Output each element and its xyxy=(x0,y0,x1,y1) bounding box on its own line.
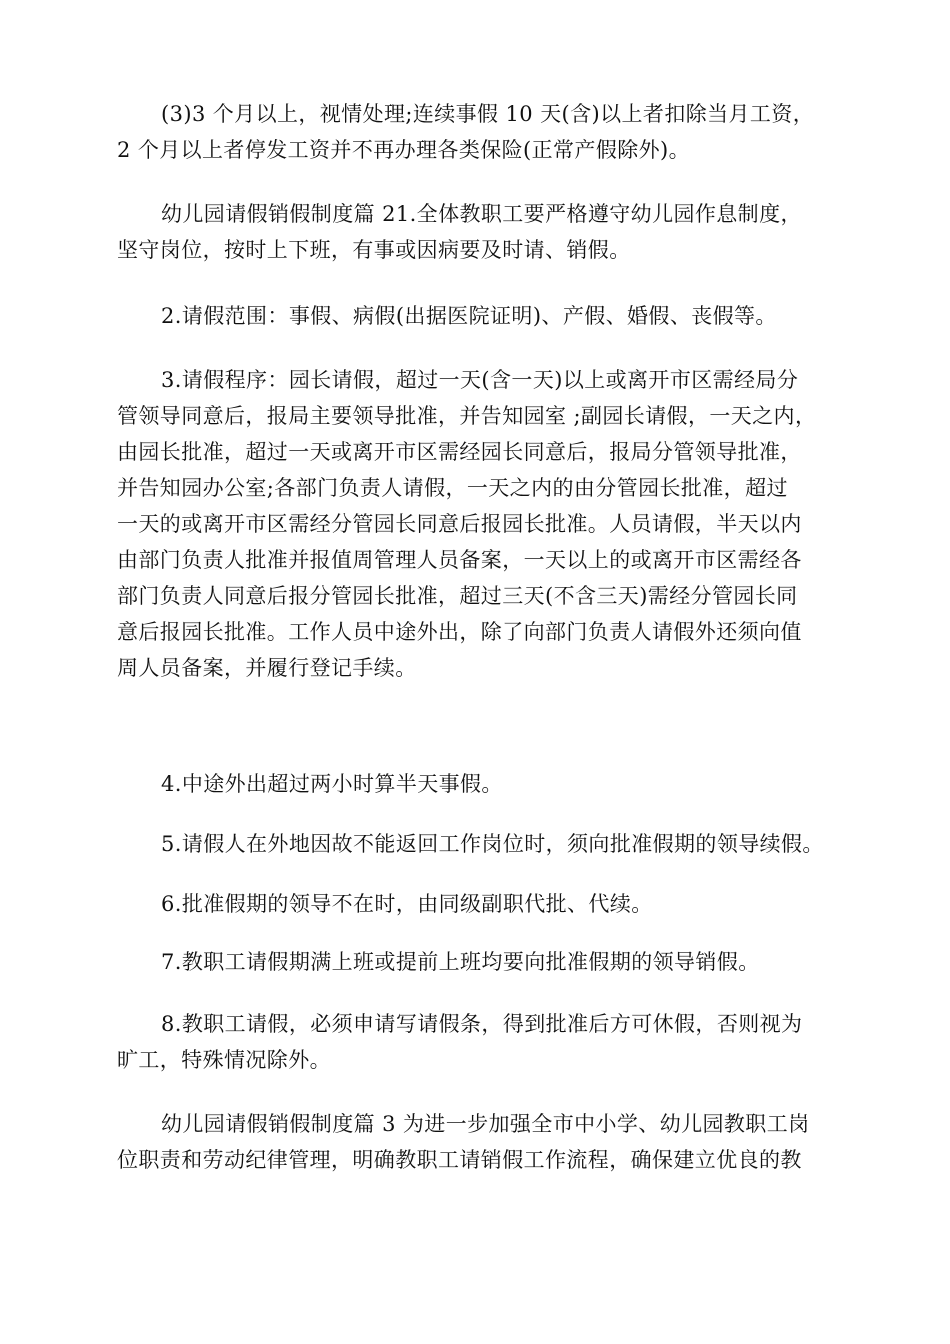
text-line: 幼儿园请假销假制度篇 21.全体教职工要严格遵守幼儿园作息制度， xyxy=(161,202,802,226)
text-line: 2.请假范围：事假、病假(出据医院证明)、产假、婚假、丧假等。 xyxy=(161,304,777,328)
paragraph-1 xyxy=(117,96,857,168)
paragraph-9 xyxy=(117,1006,857,1078)
paragraph-10 xyxy=(117,1106,857,1178)
text-line: 管领导同意后，报局主要领导批准，并告知园室 ;副园长请假，一天之内， xyxy=(117,404,817,428)
paragraph-4 xyxy=(117,362,857,686)
paragraph-3 xyxy=(117,298,857,334)
text-line: 4.中途外出超过两小时算半天事假。 xyxy=(161,772,503,796)
text-line: 意后报园长批准。工作人员中途外出，除了向部门负责人请假外还须向值 xyxy=(117,620,802,644)
paragraph-2 xyxy=(117,196,857,268)
paragraph-8 xyxy=(117,944,857,980)
text-line: 一天的或离开市区需经分管园长同意后报园长批准。人员请假，半天以内 xyxy=(117,512,802,536)
text-line: 位职责和劳动纪律管理，明确教职工请销假工作流程，确保建立优良的教 xyxy=(117,1148,802,1172)
text-line: 5.请假人在外地因故不能返回工作岗位时，须向批准假期的领导续假。 xyxy=(161,832,824,856)
text-line: 由园长批准，超过一天或离开市区需经园长同意后，报局分管领导批准， xyxy=(117,440,802,464)
text-line: 8.教职工请假，必须申请写请假条，得到批准后方可休假，否则视为 xyxy=(161,1012,803,1036)
text-line: 由部门负责人批准并报值周管理人员备案，一天以上的或离开市区需经各 xyxy=(117,548,802,572)
text-line: 3.请假程序：园长请假，超过一天(含一天)以上或离开市区需经局分 xyxy=(161,368,799,392)
text-line: 坚守岗位，按时上下班，有事或因病要及时请、销假。 xyxy=(117,238,631,262)
text-line: 部门负责人同意后报分管园长批准，超过三天(不含三天)需经分管园长同 xyxy=(117,584,798,608)
text-line: 周人员备案，并履行登记手续。 xyxy=(117,656,417,680)
paragraph-5 xyxy=(117,766,857,802)
text-line: 并告知园办公室;各部门负责人请假，一天之内的由分管园长批准，超过 xyxy=(117,476,788,500)
text-line: 6.批准假期的领导不在时，由同级副职代批、代续。 xyxy=(161,892,653,916)
text-line: 幼儿园请假销假制度篇 3 为进一步加强全市中小学、幼儿园教职工岗 xyxy=(161,1112,810,1136)
text-line: 旷工，特殊情况除外。 xyxy=(117,1048,331,1072)
text-line: (3)3 个月以上，视情处理;连续事假 10 天(含)以上者扣除当月工资， xyxy=(161,102,815,126)
paragraph-7 xyxy=(117,886,857,922)
text-line: 2 个月以上者停发工资并不再办理各类保险(正常产假除外)。 xyxy=(117,138,691,162)
paragraph-6 xyxy=(117,826,857,862)
text-line: 7.教职工请假期满上班或提前上班均要向批准假期的领导销假。 xyxy=(161,950,760,974)
